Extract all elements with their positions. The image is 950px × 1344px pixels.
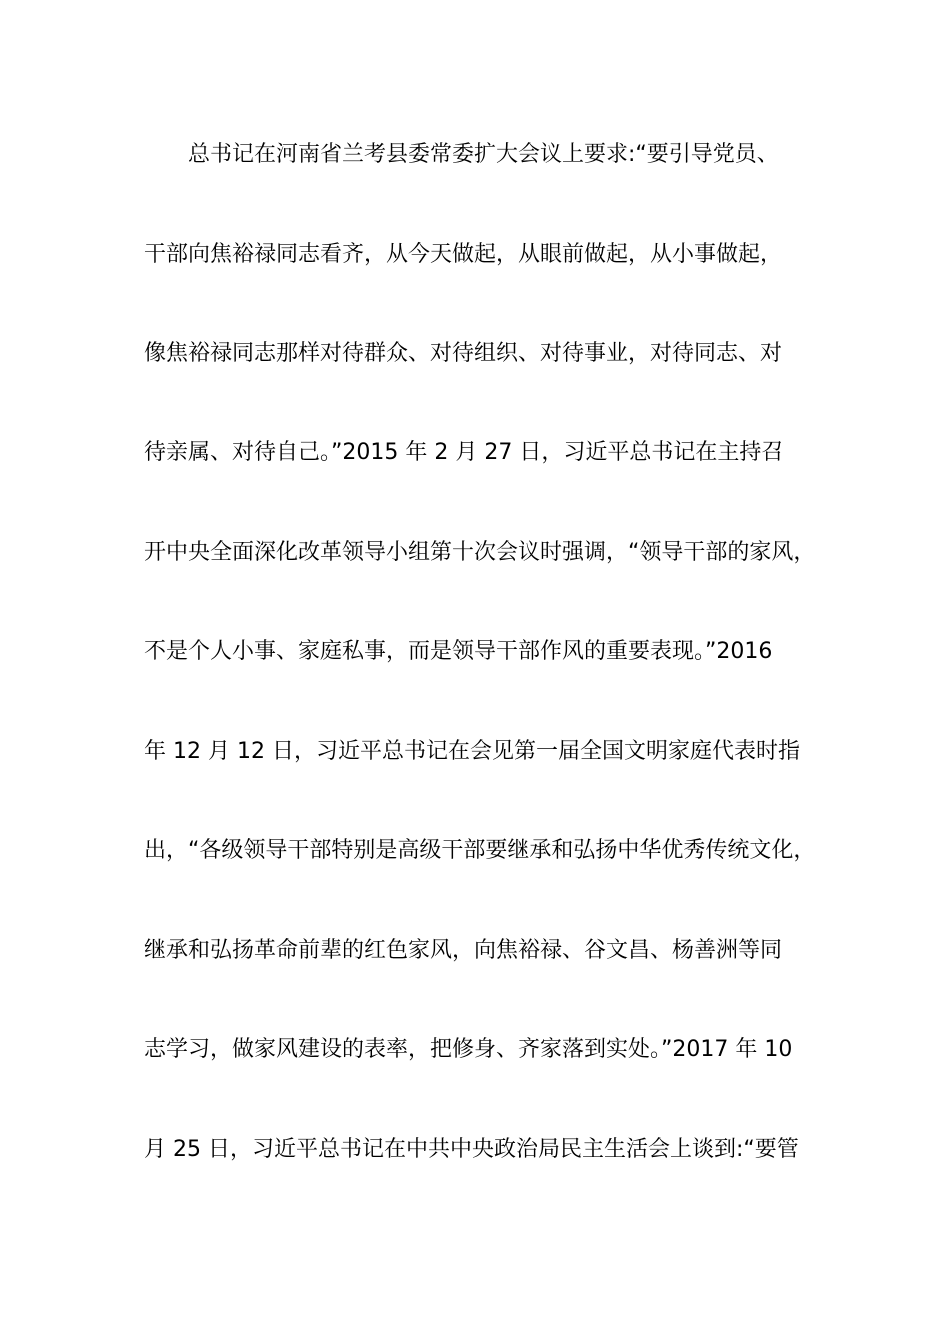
paragraph-line: 月 25 日，习近平总书记在中共中央政治局民主生活会上谈到:“要管 <box>144 1137 799 1162</box>
paragraph-line: 干部向焦裕禄同志看齐，从今天做起，从眼前做起，从小事做起， <box>144 242 783 267</box>
paragraph-line: 待亲属、对待自己。”2015 年 2 月 27 日，习近平总书记在主持召 <box>144 440 784 465</box>
paragraph-line: 像焦裕禄同志那样对待群众、对待组织、对待事业，对待同志、对 <box>144 341 783 366</box>
paragraph-line: 总书记在河南省兰考县委常委扩大会议上要求:“要引导党员、 <box>188 142 779 167</box>
paragraph-line: 继承和弘扬革命前辈的红色家风，向焦裕禄、谷文昌、杨善洲等同 <box>144 938 783 963</box>
paragraph-line: 开中央全面深化改革领导小组第十次会议时强调，“领导干部的家风， <box>144 540 816 565</box>
paragraph-line: 不是个人小事、家庭私事，而是领导干部作风的重要表现。”2016 <box>144 639 773 664</box>
paragraph-line: 志学习，做家风建设的表率，把修身、齐家落到实处。”2017 年 10 <box>144 1037 793 1062</box>
paragraph-line: 年 12 月 12 日，习近平总书记在会见第一届全国文明家庭代表时指 <box>144 739 800 764</box>
paragraph-line: 出，“各级领导干部特别是高级干部要继承和弘扬中华优秀传统文化， <box>144 838 816 863</box>
